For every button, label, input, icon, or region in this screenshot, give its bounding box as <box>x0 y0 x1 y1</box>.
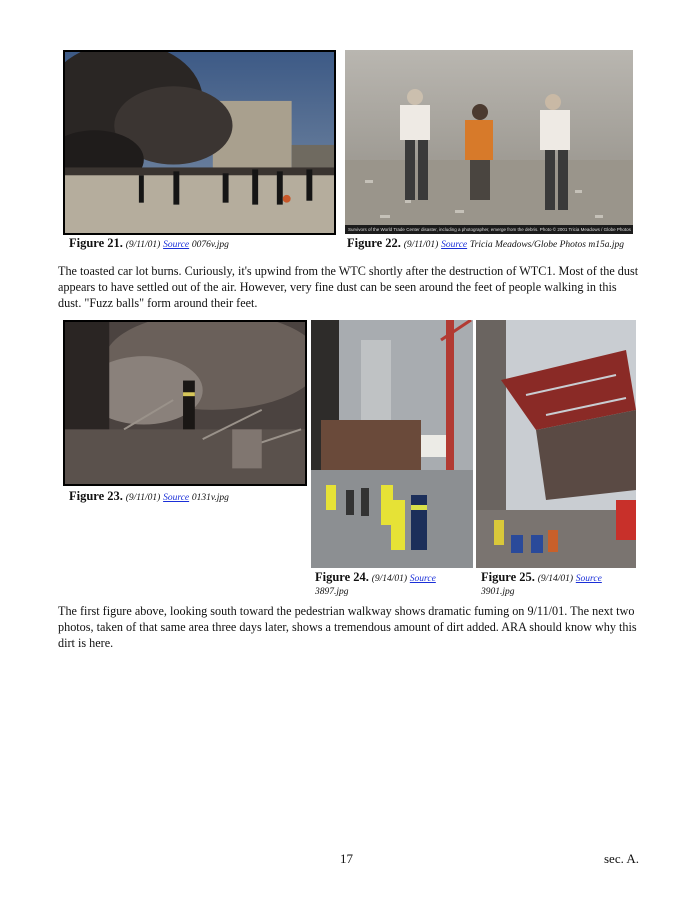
figure-25-photo <box>476 320 636 568</box>
section-label: sec. A. <box>604 851 640 866</box>
source-link[interactable]: Source <box>163 240 190 250</box>
figure-24-photo <box>311 320 473 568</box>
figure-file: 0131v.jpg <box>191 493 229 503</box>
figure-date: (9/11/01) <box>403 240 439 250</box>
figure-21-caption <box>69 237 229 252</box>
figure-23-photo <box>63 320 307 486</box>
figure-file: 0076v.jpg <box>191 240 229 250</box>
source-link[interactable]: Source <box>163 493 190 503</box>
figure-21-photo <box>63 50 336 235</box>
figure-25-caption <box>481 571 602 598</box>
figure-number: Figure 21. <box>69 236 123 250</box>
figure-number: Figure 25. <box>481 570 535 584</box>
source-link[interactable]: Source <box>575 574 602 584</box>
figure-file: Tricia Meadows/Globe Photos m15a.jpg <box>469 240 624 250</box>
figure-24-caption <box>315 571 436 598</box>
figure-file: 3901.jpg <box>481 587 515 597</box>
paragraph-2: The first figure above, looking south toward the pedestrian walkway shows dramatic fuming on 9/11/01. The next two photos, taken of that same area three days later, shows a tremendous amount of dirt added. ARA should know why this dirt is here. <box>58 604 637 650</box>
figure-date: (9/14/01) <box>371 574 408 584</box>
figure-date: (9/11/01) <box>125 240 161 250</box>
figure-file: 3897.jpg <box>315 587 349 597</box>
figure-number: Figure 22. <box>347 236 401 250</box>
figure-number: Figure 23. <box>69 489 123 503</box>
source-link[interactable]: Source <box>409 574 436 584</box>
figure-number: Figure 24. <box>315 570 369 584</box>
page-number: 17 <box>340 851 353 866</box>
figure-date: (9/11/01) <box>125 493 161 503</box>
figure-22-caption <box>347 237 624 252</box>
figure-23-caption <box>69 490 229 505</box>
figure-22-photo <box>345 50 633 234</box>
photo-credit: Survivors of the World Trade Center disaster, including a photographer, emerge from the debris. Photo © 2001 Tricia Meadows / Globe Photos <box>345 225 633 234</box>
source-link[interactable]: Source <box>441 240 468 250</box>
paragraph-1: The toasted car lot burns. Curiously, it's upwind from the WTC shortly after the destruction of WTC1. Most of the dust appears to have settled out of the air. However, very fine dust can be seen around the feet of people walking in this dust. "Fuzz balls" form around their feet. <box>58 264 639 310</box>
figure-date: (9/14/01) <box>537 574 574 584</box>
